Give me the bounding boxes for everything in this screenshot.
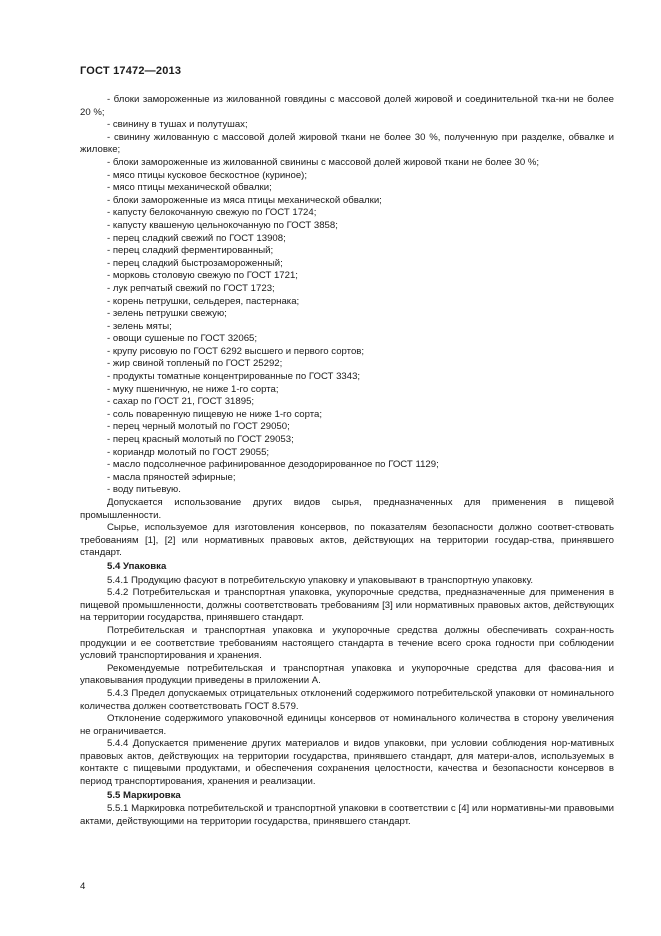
list-item: - морковь столовую свежую по ГОСТ 1721; [107, 270, 298, 282]
list-item: - сахар по ГОСТ 21, ГОСТ 31895; [107, 396, 255, 408]
clause-5-4-4: 5.4.4 Допускается применение других материалов и видов упаковки, при условии соблюдения нор-мативных правовых актов, действующих на территории государства, принявшего стандарт, для матери-алов, используемых в контакте с пищевыми продуктами, и обеспечения сохранения целостности, качества и безопасности консервов в период транспортирования, хранения и реализации. [80, 738, 614, 788]
list-item: - соль поваренную пищевую не ниже 1-го сорта; [107, 408, 322, 420]
clause-5-5-1: 5.5.1 Маркировка потребительской и транспортной упаковки в соответствии с [4] или нормативны-ми правовыми актами, действующими на территории государства, принявшего стандарт. [80, 803, 614, 827]
clause-5-4-3: 5.4.3 Предел допускаемых отрицательных отклонений содержимого потребительской упаковки от номинального количества должен соответствовать ГОСТ 8.579. [80, 687, 614, 712]
section-heading-marking: 5.5 Маркировка [107, 789, 181, 801]
clause-5-4-3-deviation: Отклонение содержимого упаковочной единицы консервов от номинального количества в сторону увеличения не ограничивается. [80, 713, 614, 737]
list-item: - корень петрушки, сельдерея, пастернака; [107, 295, 300, 307]
clause-5-4-1: 5.4.1 Продукцию фасуют в потребительскую упаковку и упаковывают в транспортную упаковку. [107, 574, 534, 586]
list-item: - жир свиной топленый по ГОСТ 25292; [107, 358, 283, 370]
clause-5-4-2: 5.4.2 Потребительская и транспортная упаковка, укупорочные средства, предназначенные для применения в пищевой промышленности, должны соответствовать требованиям [3] или нормативных правовых актов, действующих на территории государства, принявшего стандарт. [80, 587, 614, 624]
document-body [80, 94, 614, 828]
list-item: - блоки замороженные из жилованной свинины с массовой долей жировой ткани не более 30 %; [107, 156, 540, 168]
list-item: - воду питьевую. [107, 484, 181, 496]
list-item: - перец черный молотый по ГОСТ 29050; [107, 421, 290, 433]
list-item: - масла пряностей эфирные; [107, 471, 236, 483]
list-item: - лук репчатый свежий по ГОСТ 1723; [107, 282, 275, 294]
list-item: - мясо птицы кусковое бескостное (куриное); [107, 169, 308, 181]
raw-materials-list [80, 94, 614, 497]
list-item: - капусту квашеную цельнокочанную по ГОСТ 3858; [107, 219, 338, 231]
list-item: - свинину в тушах и полутушах; [107, 119, 248, 131]
list-item: - мясо птицы механической обвалки; [107, 182, 272, 194]
list-item: - продукты томатные концентрированные по ГОСТ 3343; [107, 371, 361, 383]
list-item: - капусту белокочанную свежую по ГОСТ 1724; [107, 207, 317, 219]
list-item: - крупу рисовую по ГОСТ 6292 высшего и первого сортов; [107, 345, 365, 357]
paragraph-raw-safety: Сырье, используемое для изготовления консервов, по показателям безопасности должно соответ-ствовать требованиям [1], [2] или нормативных правовых актов, действующих на территории государ-ства, принявшего стандарт. [80, 522, 614, 559]
clause-5-4-2-preservation: Потребительская и транспортная упаковка и укупорочные средства должны обеспечивать сохран-ность продукции и ее соответствие требованиям настоящего стандарта в течение всего срока годности при соблюдении условий транспортирования и хранения. [80, 624, 614, 662]
list-item: - перец сладкий свежий по ГОСТ 13908; [107, 232, 286, 244]
list-item: - зелень петрушки свежую; [107, 308, 227, 320]
section-heading-packaging: 5.4 Упаковка [107, 560, 167, 572]
list-item: - кориандр молотый по ГОСТ 29055; [107, 446, 270, 458]
list-item: - перец сладкий быстрозамороженный; [107, 257, 283, 269]
clause-5-4-2-recommended: Рекомендуемые потребительская и транспортная упаковка и укупорочные средства для фасова-ния и упаковывания продукции приведены в приложении А. [80, 662, 614, 687]
list-item: - масло подсолнечное рафинированное дезодорированное по ГОСТ 1129; [107, 459, 439, 471]
paragraph-other-raw-materials: Допускается использование других видов сырья, предназначенных для применения в пищевой промышленности. [80, 497, 614, 521]
list-item: - свинину жилованную с массовой долей жировой ткани не более 30 %, полученную при разделке, обвалке и жиловке; [80, 131, 614, 156]
list-item: - блоки замороженные из мяса птицы механической обвалки; [107, 194, 382, 206]
document-code: ГОСТ 17472—2013 [80, 65, 182, 77]
list-item: - перец сладкий ферментированный; [107, 245, 274, 257]
list-item: - овощи сушеные по ГОСТ 32065; [107, 333, 258, 345]
list-item: - перец красный молотый по ГОСТ 29053; [107, 434, 294, 446]
page-number: 4 [80, 881, 86, 892]
list-item: - блоки замороженные из жилованной говядины с массовой долей жировой и соединительной тка-ни не более 20 %; [80, 94, 614, 118]
list-item: - муку пшеничную, не ниже 1-го сорта; [107, 383, 279, 395]
list-item: - зелень мяты; [107, 320, 172, 332]
